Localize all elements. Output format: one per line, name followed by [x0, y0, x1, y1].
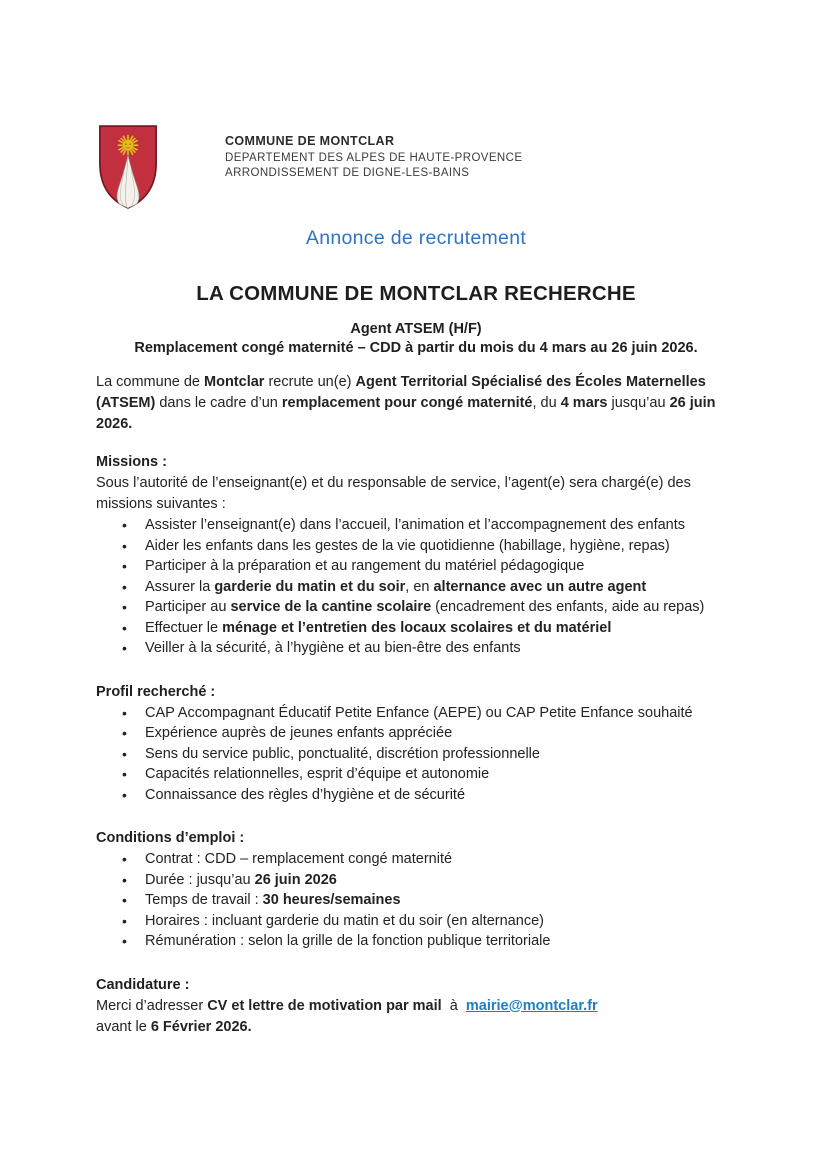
commune-name: COMMUNE DE MONTCLAR	[225, 134, 395, 148]
text-segment: CV et lettre de motivation par mail	[207, 997, 442, 1014]
text-segment: 26 juin 2026	[254, 871, 337, 888]
text-segment: CAP Accompagnant Éducatif Petite Enfance (AEPE) ou CAP Petite Enfance souhaité	[145, 704, 693, 721]
list-item	[96, 556, 736, 577]
text-segment: Expérience auprès de jeunes enfants appréciée	[145, 725, 453, 741]
text-segment: service de la cantine scolaire	[230, 599, 432, 615]
list-item	[96, 890, 736, 911]
list-item	[96, 744, 736, 765]
commune-arrondissement: ARRONDISSEMENT DE DIGNE-LES-BAINS	[225, 166, 470, 179]
text-segment: avant le	[96, 1018, 151, 1035]
document-content	[96, 226, 736, 1038]
text-segment: Participer au	[145, 599, 231, 615]
missions-intro: Sous l’autorité de l’enseignant(e) et du responsable de service, l’agent(e) sera chargé(e) des missions suivantes :	[96, 475, 691, 512]
list-item	[96, 931, 736, 952]
list-item	[96, 577, 736, 598]
text-segment: garderie du matin et du soir	[214, 578, 406, 595]
text-segment: 6 Février 2026.	[150, 1018, 252, 1035]
commune-departement: DEPARTEMENT DES ALPES DE HAUTE-PROVENCE	[225, 152, 523, 164]
text-segment: jusqu’au	[607, 395, 670, 411]
text-segment: dans le cadre d’un	[155, 395, 282, 411]
text-segment: recrute un(e)	[264, 374, 356, 390]
job-title: Agent ATSEM (H/F)	[350, 321, 482, 337]
sun-icon	[118, 136, 137, 155]
text-segment: Montclar	[204, 374, 265, 390]
list-item	[96, 618, 736, 639]
commune-coat-of-arms	[96, 122, 160, 212]
list-item	[96, 764, 736, 785]
text-segment: Effectuer le	[145, 619, 223, 636]
text-segment: Durée : jusqu’au	[145, 871, 255, 888]
text-segment: Capacités relationnelles, esprit d’équipe et autonomie	[145, 766, 490, 782]
text-segment: Rémunération : selon la grille de la fonction publique territoriale	[145, 933, 551, 949]
text-segment: Horaires : incluant garderie du matin et du soir (en alternance)	[145, 912, 544, 929]
list-item	[96, 536, 736, 557]
list-item	[96, 911, 736, 932]
list-item	[96, 515, 736, 536]
text-segment: alternance avec un autre agent	[433, 578, 647, 595]
text-segment: Veiller à la sécurité, à l’hygiène et au bien-être des enfants	[145, 640, 521, 656]
text-segment: Connaissance des règles d’hygiène et de sécurité	[145, 786, 466, 803]
text-segment: Participer à la préparation et au rangement du matériel pédagogique	[145, 558, 585, 574]
intro-paragraph	[96, 372, 736, 435]
candidature-line2	[96, 1017, 736, 1038]
list-item	[96, 597, 736, 618]
text-segment: 4 mars	[560, 395, 608, 411]
list-item	[96, 785, 736, 806]
text-segment: Temps de travail :	[145, 892, 263, 908]
conditions-list	[96, 849, 736, 952]
list-item	[96, 870, 736, 891]
text-segment: remplacement pour congé maternité	[281, 395, 533, 411]
announcement-label: Annonce de recrutement	[305, 227, 527, 249]
text-segment: Sens du service public, ponctualité, discrétion professionnelle	[145, 745, 540, 762]
section-heading-missions: Missions :	[96, 454, 167, 470]
commune-identity-block	[225, 134, 522, 180]
text-segment: 30 heures/semaines	[262, 892, 401, 908]
text-segment: Aider les enfants dans les gestes de la vie quotidienne (habillage, hygiène, repas)	[145, 537, 670, 554]
list-item	[96, 703, 736, 724]
text-segment: Assister l’enseignant(e) dans l’accueil, l’animation et l’accompagnement des enfants	[145, 517, 686, 533]
candidature-line1	[96, 996, 736, 1017]
missions-list	[96, 515, 736, 659]
list-item	[96, 723, 736, 744]
document-header	[96, 122, 522, 212]
list-item	[96, 849, 736, 870]
text-segment: Merci d’adresser	[96, 997, 208, 1014]
text-segment: , du	[532, 395, 561, 411]
text-segment: Contrat : CDD – remplacement congé maternité	[145, 851, 453, 867]
text-segment: Assurer la	[145, 578, 215, 595]
page-title: LA COMMUNE DE MONTCLAR RECHERCHE	[196, 282, 636, 305]
email-link[interactable]: mairie@montclar.fr	[465, 997, 598, 1014]
text-segment: , en	[405, 578, 434, 595]
section-heading-profil: Profil recherché :	[96, 683, 216, 700]
section-heading-conditions: Conditions d’emploi :	[96, 830, 245, 846]
section-heading-candidature: Candidature :	[96, 976, 190, 993]
profil-list	[96, 703, 736, 806]
text-segment: à	[441, 997, 466, 1014]
text-segment: Agent Territorial Spécialisé des Écoles Maternelles (ATSEM)	[96, 374, 706, 411]
job-subtitle: Remplacement congé maternité – CDD à partir du mois du 4 mars au 26 juin 2026.	[134, 339, 698, 356]
text-segment: ménage et l’entretien des locaux scolaires et du matériel	[222, 619, 612, 636]
text-segment: La commune de	[96, 374, 205, 390]
text-segment: 26 juin 2026.	[96, 395, 716, 432]
list-item	[96, 638, 736, 659]
text-segment: (encadrement des enfants, aide au repas)	[431, 599, 705, 615]
